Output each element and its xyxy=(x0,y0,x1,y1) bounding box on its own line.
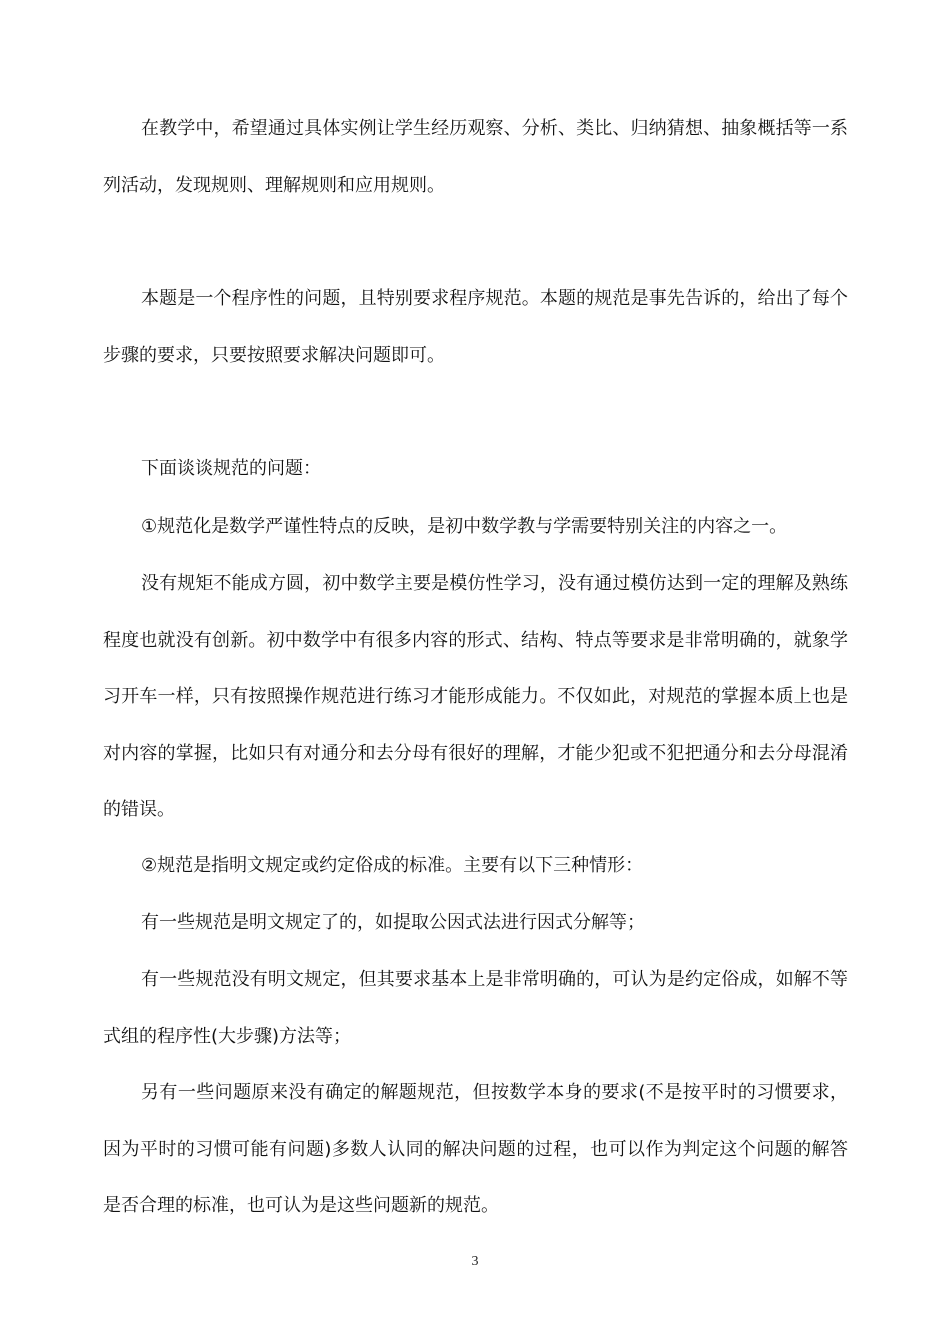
paragraph-conventional-rules: 有一些规范没有明文规定，但其要求基本上是非常明确的，可认为是约定俗成，如解不等式组的程序性(大步骤)方法等； xyxy=(103,969,848,1047)
paragraph-new-rules: 另有一些问题原来没有确定的解题规范，但按数学本身的要求(不是按平时的习惯要求，因为平时的习惯可能有问题)多数人认同的解决问题的过程，也可以作为判定这个问题的解答是否合理的标准，也可认为是这些问题新的规范。 xyxy=(103,1082,848,1216)
paragraph-discussion-intro: 下面谈谈规范的问题： xyxy=(141,458,321,479)
paragraph-explicit-rules: 有一些规范是明文规定了的，如提取公因式法进行因式分解等； xyxy=(141,912,645,933)
page-number: 3 xyxy=(471,1254,479,1269)
paragraph-procedural-problem: 本题是一个程序性的问题，且特别要求程序规范。本题的规范是事先告诉的，给出了每个步骤的要求，只要按照要求解决问题即可。 xyxy=(103,288,848,366)
paragraph-teaching-goal: 在教学中，希望通过具体实例让学生经历观察、分析、类比、归纳猜想、抽象概括等一系列活动，发现规则、理解规则和应用规则。 xyxy=(103,118,848,196)
paragraph-point-two: ②规范是指明文规定或约定俗成的标准。主要有以下三种情形： xyxy=(141,855,644,876)
paragraph-point-one: ①规范化是数学严谨性特点的反映，是初中数学教与学需要特别关注的内容之一。 xyxy=(141,516,788,537)
paragraph-imitation-learning: 没有规矩不能成方圆，初中数学主要是模仿性学习，没有通过模仿达到一定的理解及熟练程度也就没有创新。初中数学中有很多内容的形式、结构、特点等要求是非常明确的，就象学习开车一样，只有按照操作规范进行练习才能形成能力。不仅如此，对规范的掌握本质上也是对内容的掌握，比如只有对通分和去分母有很好的理解，才能少犯或不犯把通分和去分母混淆的错误。 xyxy=(103,573,848,820)
